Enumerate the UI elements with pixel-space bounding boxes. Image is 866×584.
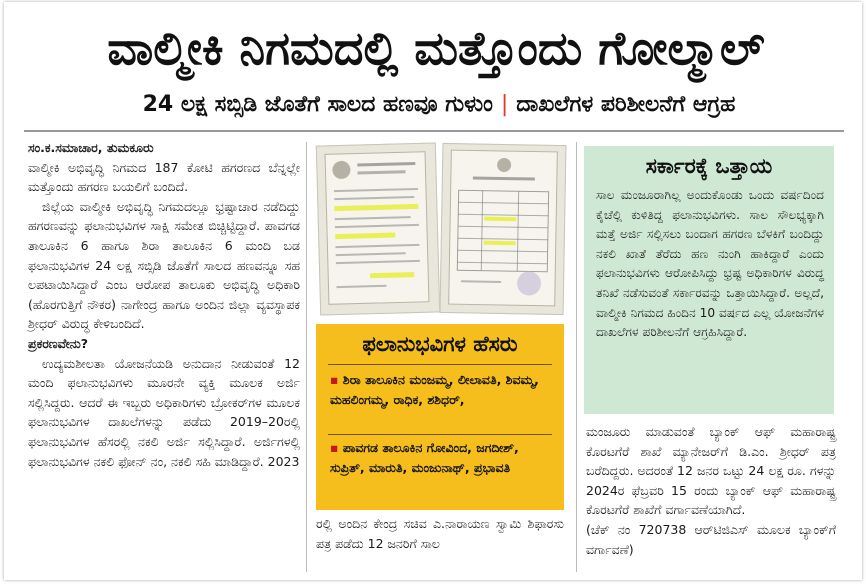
article-para-3: ಉದ್ಯಮಶೀಲತಾ ಯೋಜನೆಯಡಿ ಅನುದಾನ ನೀಡುವಂತೆ 12 ಮಂದಿ ಫಲಾನುಭವಿಗಳು ಮೂರನೇ ವ್ಯಕ್ತಿ ಮೂಲಕ ಅರ್ಜಿ ಸಲ್ಲಿಸಿದ್ದರು. ಆದರೆ ಈ ಇಬ್ಬರು ಅಧಿಕಾರಿಗಳು ಬ್ರೋಕರ್‌ಗಳ ಮೂಲಕ ಫಲಾನುಭವಿಗಳ ದಾಖಲೆಗಳನ್ನು ಪಡೆದು 2019–20ರಲ್ಲಿ ಫಲಾನುಭವಿಗಳ ಹೆಸರಲ್ಲಿ ನಕಲಿ ಅರ್ಜಿ ಸಲ್ಲಿಸಿದ್ದಾರೆ. ಅರ್ಜಿಗಳಲ್ಲಿ ಫಲಾನುಭವಿಗಳ ನಕಲಿ ಫೋನ್ ನಂ, ನಕಲಿ ಸಹಿ ಮಾಡಿದ್ದಾರೆ. 2023 bbox=[28, 355, 300, 469]
dateline: ಸಂ.ಕ.ಸಮಾಚಾರ, ತುಮಕೂರು bbox=[28, 140, 154, 155]
subheadline bbox=[34, 88, 844, 122]
beneficiaries-group-pavagada bbox=[330, 438, 556, 478]
beneficiaries-divider-2 bbox=[328, 434, 552, 435]
header-rule bbox=[24, 130, 844, 132]
right-column-para-2: (ಚೆಕ್ ನಂ 720738 ಆರ್‌ಟಿಜಿಎಸ್ ಮೂಲಕ ಬ್ಯಾಂಕ್‌ಗೆ ವರ್ಗಾವಣೆ) bbox=[586, 521, 836, 557]
beneficiaries-group-pavagada-text: ಪಾವಗಡ ತಾಲೂಕಿನ ಗೋವಿಂದ, ಜಗದೀಶ್, ಸುಪ್ರಿತ್, ಮಾರುತಿ, ಮಂಜುನಾಥ್, ಪ್ರಭಾವತಿ bbox=[330, 440, 519, 475]
right-column-para-1: ಮಂಜೂರು ಮಾಡುವಂತೆ ಬ್ಯಾಂಕ್ ಆಫ್ ಮಹಾರಾಷ್ಟ್ರ ಕೊರಟಗೆರೆ ಶಾಖೆ ಮ್ಯಾನೇಜರ್‌ಗೆ ಡಿ.ಎಂ. ಶ್ರೀಧರ್ ಪತ್ರ ಬರೆದಿದ್ದರು. ಅದರಂತೆ 12 ಜನರ ಒಟ್ಟು 24 ಲಕ್ಷ ರೂ. ಗಳನ್ನು 2024ರ ಫೆಬ್ರವರಿ 15 ರಂದು ಬ್ಯಾಂಕ್ ಆಫ್ ಮಹಾರಾಷ್ಟ್ರ ಕೊರಟಗೆರೆ ಶಾಖೆಗೆ ವರ್ಗಾವಣೆಯಾಗಿದೆ. bbox=[586, 424, 836, 518]
beneficiaries-group-sira-text: ಶಿರಾ ತಾಲೂಕಿನ ಮಂಜಮ್ಮ, ಲೀಲಾವತಿ, ಶಿವಮ್ಮ, ಮಹಲಿಂಗಮ್ಮ, ರಾಧಿಕ, ಶಶಿಧರ್, bbox=[330, 372, 539, 407]
subheadline-right: ದಾಖಲೆಗಳ ಪರಿಶೀಲನೆಗೆ ಆಗ್ರಹ bbox=[516, 92, 736, 117]
middle-column-text: ರಲ್ಲಿ ಅಂದಿನ ಕೇಂದ್ರ ಸಚಿವ ಎ.ನಾರಾಯಣ ಸ್ವಾಮಿ ಶಿಫಾರಸು ಪತ್ರ ಪಡೆದು 12 ಜನರಿಗೆ ಸಾಲ bbox=[316, 516, 564, 551]
article-para-2: ಜಿಲ್ಲೆಯ ವಾಲ್ಮೀಕಿ ಅಭಿವೃದ್ಧಿ ನಿಗಮದಲ್ಲೂ ಭ್ರಷ್ಟಾಚಾರ ನಡೆದಿದ್ದು ಹಗರಣವನ್ನು ಫಲಾನುಭವಿಗಳ ಸಾಕ್ಷಿ ಸಮೇತ ಬಿಚ್ಚಿಟ್ಟಿದ್ದಾರೆ. ಪಾವಗಡ ತಾಲೂಕಿನ 6 ಹಾಗೂ ಶಿರಾ ತಾಲೂಕಿನ 6 ಮಂದಿ ಬಡ ಫಲಾನುಭವಿಗಳ 24 ಲಕ್ಷ ಸಬ್ಸಿಡಿ ಜೊತೆಗೆ ಸಾಲದ ಹಣವನ್ನೂ ಸಹ ಲಪಟಾಯಿಸಿದ್ದಾರೆ ಎಂಬ ಆರೋಪ ತಾಲೂಕು ಅಭಿವೃದ್ಧಿ ಅಧಿಕಾರಿ (ಹೊರಗುತ್ತಿಗೆ ನೌಕರ) ನಾಗೇಂದ್ರ ಹಾಗೂ ಅಂದಿನ ಜಿಲ್ಲಾ ವ್ಯವಸ್ಥಾಪಕ ಶ್ರೀಧರ್ ವಿರುದ್ಧ ಕೇಳಿಬಂದಿದೆ. bbox=[28, 198, 300, 332]
government-demand-body: ಸಾಲ ಮಂಜೂರಾಗಿಲ್ಲ ಅಂದುಕೊಂಡು ಒಂದು ವರ್ಷದಿಂದ ಕೈಚೆಲ್ಲಿ ಕುಳಿತಿದ್ದ ಫಲಾನುಭವಿಗಳು. ಸಾಲ ಸೌಲಭ್ಯಕ್ಕಾಗಿ ಮತ್ತೆ ಅರ್ಜಿ ಸಲ್ಲಿಸಲು ಬಂದಾಗ ಹಗರಣ ಬೆಳಕಿಗೆ ಬಂದಿದ್ದು ನಕಲಿ ಖಾತೆ ತೆರೆದು ಹಣ ನುಂಗಿ ಹಾಕಿದ್ದಾರೆ ಎಂದು ಫಲಾನುಭವಿಗಳು ಆರೋಪಿಸಿದ್ದು ಭ್ರಷ್ಟ ಅಧಿಕಾರಿಗಳ ವಿರುದ್ಧ ತನಿಖೆ ನಡೆಸುವಂತೆ ಸರ್ಕಾರವನ್ನು ಒತ್ತಾಯಿಸಿದ್ದಾರೆ. ಅಲ್ಲದೆ, ವಾಲ್ಮೀಕಿ ನಿಗಮದ ಹಿಂದಿನ 10 ವರ್ಷದ ಎಲ್ಲ ಯೋಜನೆಗಳ ದಾಖಲೆಗಳ ಪರಿಶೀಲನೆಗೆ ಆಗ್ರಹಿಸಿದ್ದಾರೆ. bbox=[596, 188, 824, 340]
bullet-icon: ▪ bbox=[330, 440, 339, 455]
headline: ವಾಲ್ಮೀಕಿ ನಿಗಮದಲ್ಲಿ ಮತ್ತೊಂದು ಗೋಲ್ಮಾಲ್ bbox=[107, 21, 765, 75]
beneficiaries-title: ಫಲಾನುಭವಿಗಳ ಹೆಸರು bbox=[362, 332, 518, 356]
right-column-text bbox=[586, 422, 836, 559]
subheadline-left: 24 ಲಕ್ಷ ಸಬ್ಸಿಡಿ ಜೊತೆಗೆ ಸಾಲದ ಹಣವೂ ಗುಳುಂ bbox=[142, 92, 493, 117]
column-divider-left bbox=[306, 142, 307, 572]
article-para-1: ವಾಲ್ಮೀಕಿ ಅಭಿವೃದ್ಧಿ ನಿಗಮದ 187 ಕೋಟಿ ಹಗರಣದ ಬೆನ್ನಲ್ಲೇ ಮತ್ತೊಂದು ಹಗರಣ ಬಯಲಿಗೆ ಬಂದಿದೆ. bbox=[28, 159, 300, 195]
government-demand-title: ಸರ್ಕಾರಕ್ಕೆ ಒತ್ತಾಯ bbox=[645, 154, 773, 178]
column-divider-right bbox=[576, 142, 577, 572]
subheadline-separator: | bbox=[500, 92, 509, 117]
document-photo-right bbox=[440, 143, 567, 315]
beneficiaries-box bbox=[316, 324, 564, 510]
document-photo-left-graphic bbox=[317, 143, 439, 314]
beneficiaries-divider bbox=[328, 364, 552, 365]
document-photo-right-graphic bbox=[441, 144, 566, 314]
document-photo-left bbox=[316, 142, 440, 315]
government-demand-box bbox=[584, 146, 834, 414]
beneficiaries-group-sira bbox=[330, 370, 556, 410]
article-question-heading: ಪ್ರಕರಣವೇನು? bbox=[28, 335, 88, 351]
left-column-article bbox=[28, 138, 300, 471]
bullet-icon: ▪ bbox=[330, 372, 339, 387]
newspaper-clipping bbox=[4, 2, 862, 580]
